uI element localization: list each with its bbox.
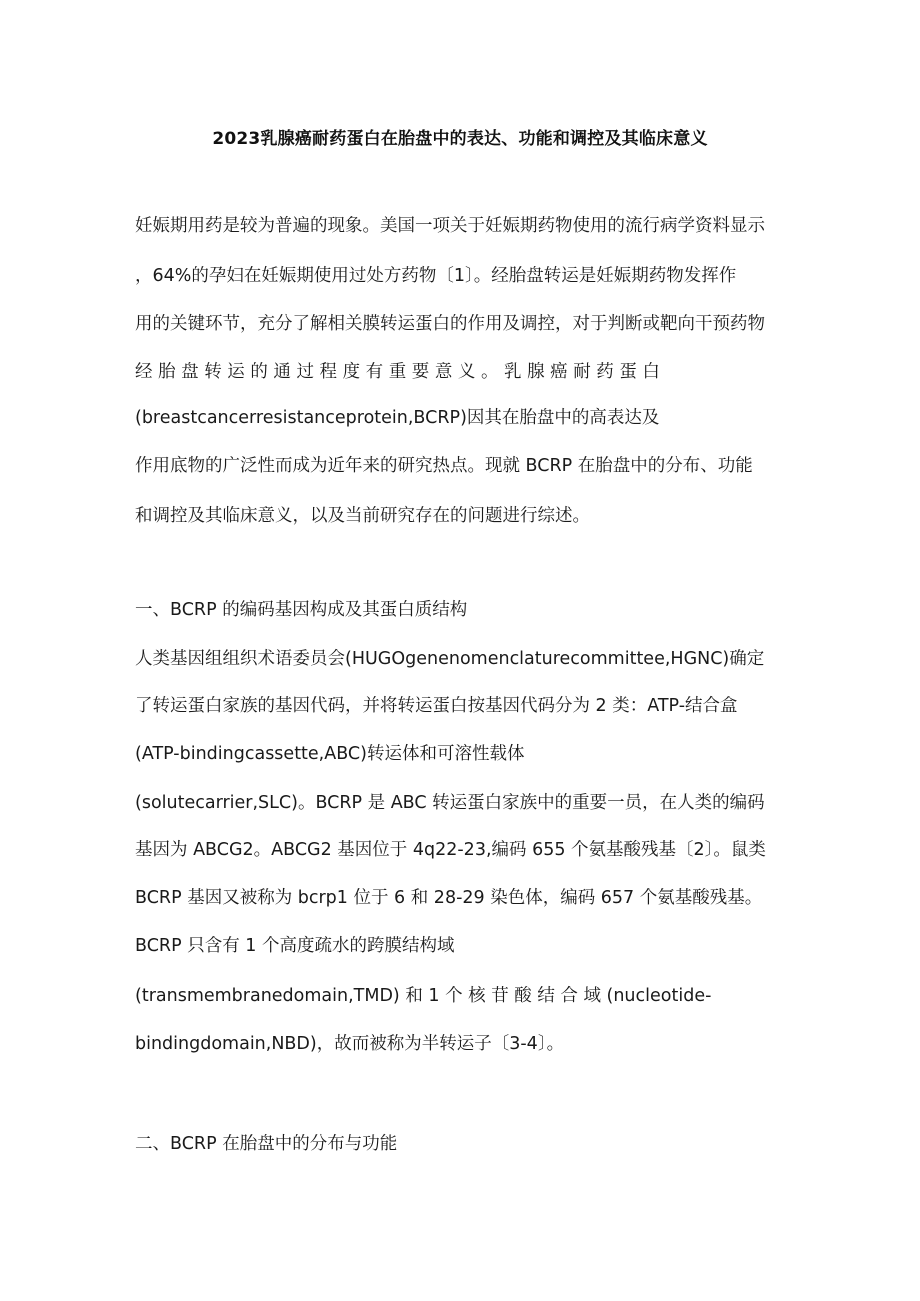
paragraph-line: 妊娠期用药是较为普遍的现象。美国一项关于妊娠期药物使用的流行病学资料显示 bbox=[135, 216, 765, 236]
paragraph-line: 用的关键环节，充分了解相关膜转运蛋白的作用及调控，对于判断或靶向干预药物 bbox=[135, 314, 765, 334]
paragraph-line: 和调控及其临床意义，以及当前研究存在的问题进行综述。 bbox=[135, 506, 590, 526]
paragraph-line: ，64%的孕妇在妊娠期使用过处方药物〔1〕。经胎盘转运是妊娠期药物发挥作 bbox=[135, 266, 737, 286]
paragraph-line: (solutecarrier,SLC)。BCRP 是 ABC 转运蛋白家族中的重要一员，在人类的编码 bbox=[135, 793, 765, 813]
paragraph-line: (breastcancerresistanceprotein,BCRP)因其在胎盘中的高表达及 bbox=[135, 408, 660, 428]
paragraph-line: (transmembranedomain,TMD) 和 1 个 核 苷 酸 结 合 域 (nucleotide- bbox=[135, 986, 712, 1006]
paragraph-line: BCRP 基因又被称为 bcrp1 位于 6 和 28-29 染色体，编码 657 个氨基酸残基。 bbox=[135, 888, 763, 908]
paragraph-line: (ATP-bindingcassette,ABC)转运体和可溶性载体 bbox=[135, 744, 525, 764]
paragraph-line: 人类基因组组织术语委员会(HUGOgenenomenclaturecommittee,HGNC)确定 bbox=[135, 649, 765, 669]
paragraph-line: 基因为 ABCG2。ABCG2 基因位于 4q22-23,编码 655 个氨基酸残基〔2〕。鼠类 bbox=[135, 840, 766, 860]
section-heading-1: 一、BCRP 的编码基因构成及其蛋白质结构 bbox=[135, 600, 468, 620]
page-title: 2023乳腺癌耐药蛋白在胎盘中的表达、功能和调控及其临床意义 bbox=[212, 129, 708, 149]
paragraph-line: 经 胎 盘 转 运 的 通 过 程 度 有 重 要 意 义 。 乳 腺 癌 耐 药 蛋 白 bbox=[135, 362, 660, 382]
section-heading-2: 二、BCRP 在胎盘中的分布与功能 bbox=[135, 1134, 398, 1154]
paragraph-line: 了转运蛋白家族的基因代码，并将转运蛋白按基因代码分为 2 类：ATP-结合盒 bbox=[135, 696, 738, 716]
paragraph-line: BCRP 只含有 1 个高度疏水的跨膜结构域 bbox=[135, 936, 455, 956]
paragraph-line: 作用底物的广泛性而成为近年来的研究热点。现就 BCRP 在胎盘中的分布、功能 bbox=[135, 456, 753, 476]
paragraph-line: bindingdomain,NBD)，故而被称为半转运子〔3-4〕。 bbox=[135, 1034, 565, 1054]
